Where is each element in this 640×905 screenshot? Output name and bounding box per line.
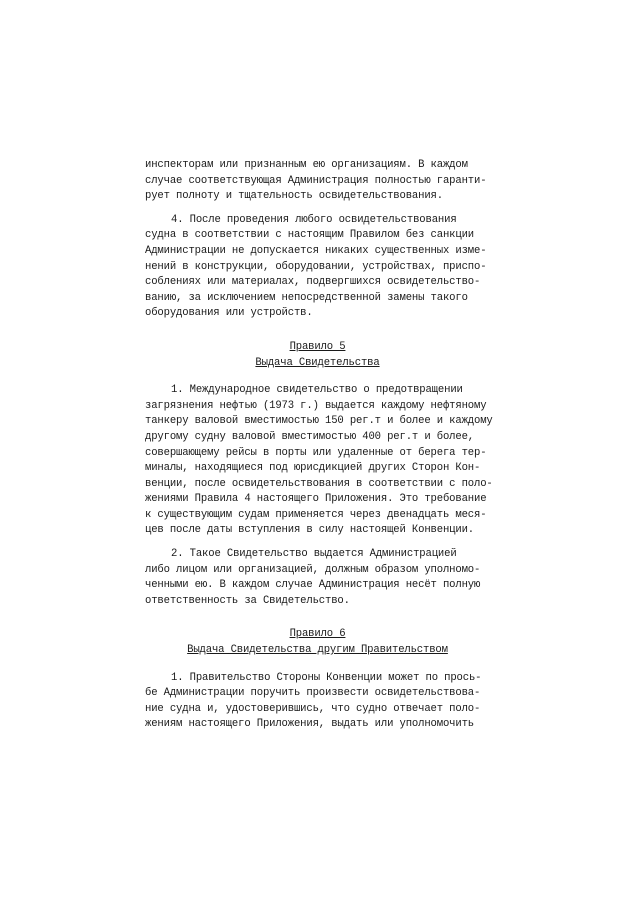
text-line: 2. Такое Свидетельство выдается Администрацией — [171, 548, 457, 561]
text-line: рует полноту и тщательность освидетельствования. — [145, 190, 443, 203]
text-line: жениям настоящего Приложения, выдать или уполномочить — [145, 718, 474, 731]
continuation-paragraph — [145, 158, 490, 205]
text-line: ответственность за Свидетельство. — [145, 594, 350, 607]
rule-5-paragraph-2 — [145, 547, 490, 609]
text-line: ченными ею. В каждом случае Администрация несёт полную — [145, 579, 481, 592]
text-line: соблениях или материалах, подвергшихся освидетельство- — [145, 276, 481, 289]
text-line: жениями Правила 4 настоящего Приложения. Это требование — [145, 493, 487, 506]
text-line: цев после даты вступления в силу настоящей Конвенции. — [145, 524, 474, 537]
text-line: Администрации не допускается никаких существенных изме- — [145, 244, 487, 257]
rule-5-paragraph-1 — [145, 383, 493, 539]
rule-6-number: Правило 6 — [289, 628, 346, 641]
text-line: венции, после освидетельствования в соответствии с поло- — [145, 477, 493, 490]
rule-6-title: Выдача Свидетельства другим Правительством — [187, 644, 448, 657]
text-line: миналы, находящиеся под юрисдикцией других Сторон Кон- — [145, 462, 481, 475]
text-line: к существующим судам применяется через двенадцать меся- — [145, 508, 487, 521]
text-line: загрязнения нефтью (1973 г.) выдается каждому нефтяному — [145, 399, 487, 412]
rule-5-number: Правило 5 — [289, 340, 346, 353]
rule-5-title: Выдача Свидетельства — [255, 356, 380, 369]
text-line: ние судна и, удостоверившись, что судно отвечает поло- — [145, 702, 481, 715]
text-line: нений в конструкции, оборудовании, устройствах, приспо- — [145, 260, 487, 273]
document-page — [145, 158, 493, 741]
text-line: совершающему рейсы в порты или удаленные от берега тер- — [145, 446, 487, 459]
text-line: 4. После проведения любого освидетельствования — [171, 213, 457, 226]
text-line: инспекторам или признанным ею организациям. В каждом — [145, 159, 468, 171]
text-line: случае соответствующая Администрация полностью гаранти- — [145, 174, 487, 187]
text-line: либо лицом или организацией, должным образом уполномо- — [145, 563, 481, 576]
text-line: 1. Правительство Стороны Конвенции может по прось- — [171, 671, 482, 684]
rule-6-paragraph-1 — [145, 671, 490, 733]
text-line: ванию, за исключением непосредственной замены такого — [145, 291, 468, 304]
text-line: 1. Международное свидетельство о предотвращении — [171, 384, 463, 397]
text-line: судна в соответствии с настоящим Правилом без санкции — [145, 229, 474, 242]
text-line: танкеру валовой вместимостью 150 рег.т и более и каждому — [145, 415, 493, 428]
text-line: оборудования или устройств. — [145, 307, 313, 320]
text-line: другому судну валовой вместимостью 400 рег.т и более, — [145, 430, 474, 443]
text-line: бе Администрации поручить произвести освидетельствова- — [145, 687, 481, 700]
paragraph-4 — [145, 213, 490, 322]
